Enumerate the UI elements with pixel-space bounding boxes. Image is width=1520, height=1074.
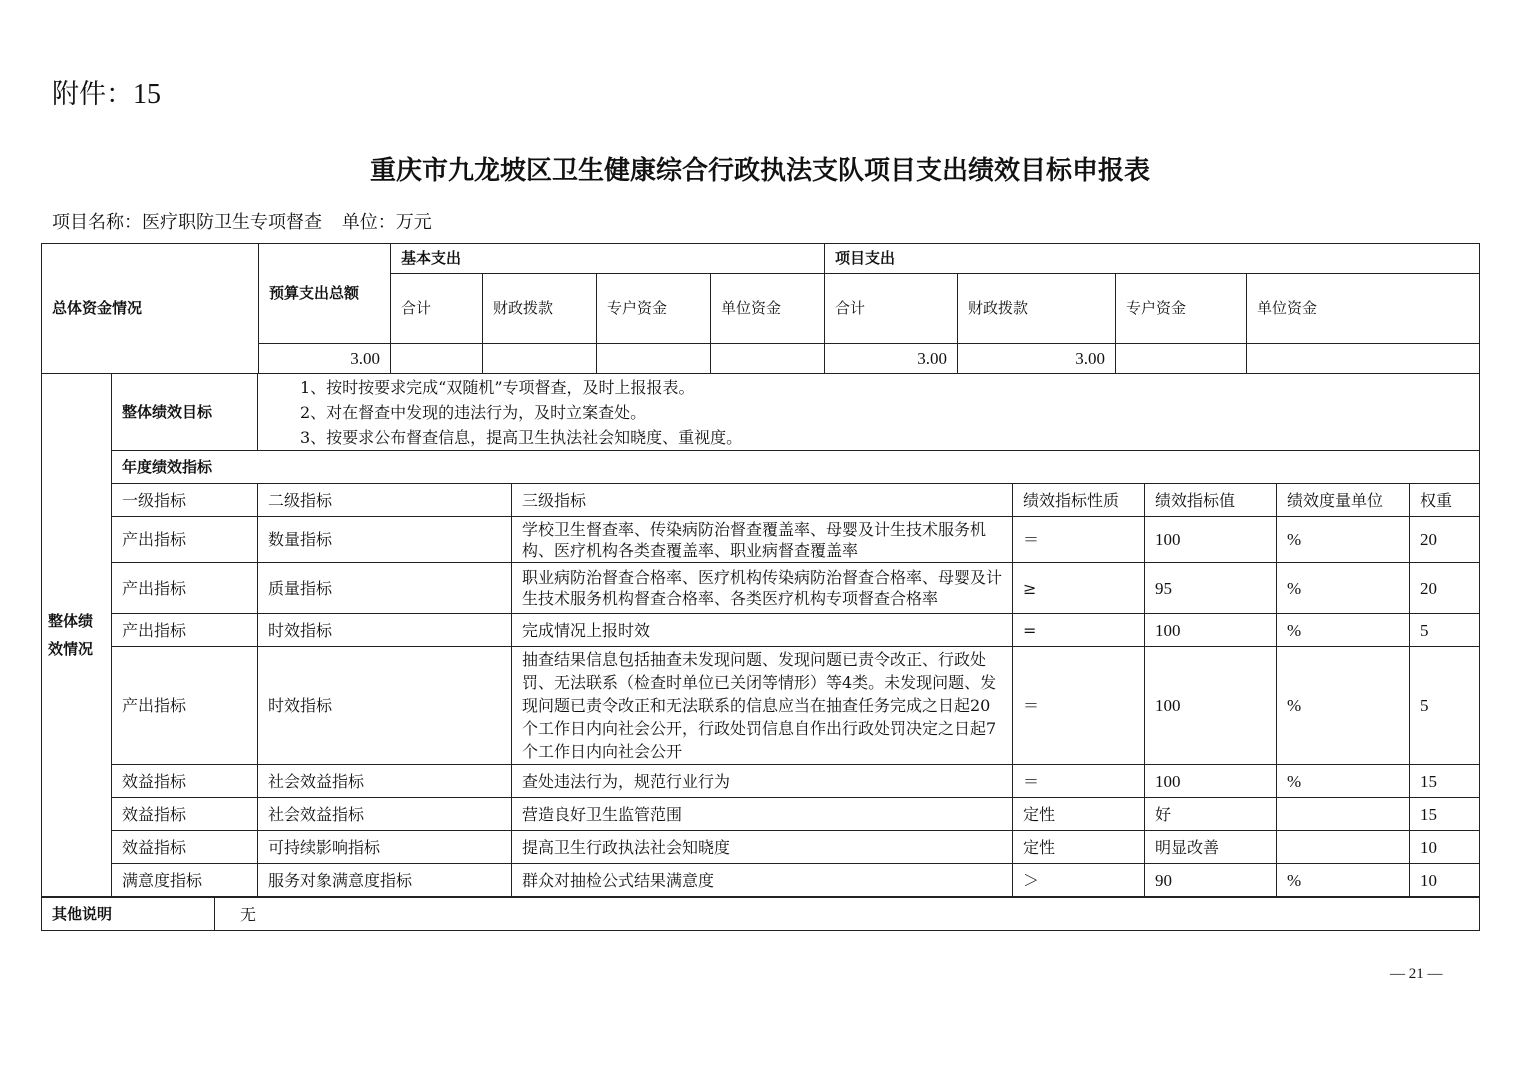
row-level1: 产出指标 xyxy=(112,517,258,563)
row-level2: 时效指标 xyxy=(258,614,512,647)
goal-item: 2、对在督查中发现的违法行为，及时立案查处。 xyxy=(300,402,647,422)
basic-special-value xyxy=(597,344,711,374)
row-value: 100 xyxy=(1145,765,1277,798)
row-unit: % xyxy=(1277,647,1410,765)
row-level3: 提高卫生行政执法社会知晓度 xyxy=(512,831,1013,864)
row-level1: 满意度指标 xyxy=(112,864,258,897)
row-weight: 20 xyxy=(1410,517,1480,563)
row-value: 明显改善 xyxy=(1145,831,1277,864)
overall-goal-list xyxy=(258,374,1480,451)
goal-item: 3、按要求公布督查信息，提高卫生执法社会知晓度、重视度。 xyxy=(300,427,743,447)
row-unit xyxy=(1277,831,1410,864)
performance-label: 整体绩效情况 xyxy=(42,374,112,897)
indicator-header-row xyxy=(42,484,1480,517)
header-level1: 一级指标 xyxy=(112,484,258,517)
row-nature: 定性 xyxy=(1013,798,1145,831)
header-weight: 权重 xyxy=(1410,484,1480,517)
project-unit-value xyxy=(1247,344,1480,374)
row-nature: 定性 xyxy=(1013,831,1145,864)
row-nature: ＞ xyxy=(1013,864,1145,897)
project-total-value: 3.00 xyxy=(825,344,958,374)
row-nature: = xyxy=(1013,614,1145,647)
budget-total-label: 预算支出总额 xyxy=(259,244,391,344)
row-value: 100 xyxy=(1145,647,1277,765)
row-unit: % xyxy=(1277,517,1410,563)
table-row xyxy=(42,864,1480,897)
row-level2: 时效指标 xyxy=(258,647,512,765)
basic-col-fiscal: 财政拨款 xyxy=(483,274,597,344)
table-row xyxy=(42,831,1480,864)
basic-col-special: 专户资金 xyxy=(597,274,711,344)
project-col-special: 专户资金 xyxy=(1116,274,1247,344)
row-nature: ≥ xyxy=(1013,563,1145,614)
row-value: 100 xyxy=(1145,517,1277,563)
row-weight: 20 xyxy=(1410,563,1480,614)
table-row xyxy=(42,765,1480,798)
row-level1: 产出指标 xyxy=(112,647,258,765)
row-value: 95 xyxy=(1145,563,1277,614)
row-level3: 营造良好卫生监管范围 xyxy=(512,798,1013,831)
header-value: 绩效指标值 xyxy=(1145,484,1277,517)
form-title: 重庆市九龙坡区卫生健康综合行政执法支队项目支出绩效目标申报表 xyxy=(369,156,1150,186)
annual-indicators-label: 年度绩效指标 xyxy=(112,451,1480,484)
other-notes-label: 其他说明 xyxy=(42,898,215,931)
row-unit: % xyxy=(1277,765,1410,798)
row-value: 90 xyxy=(1145,864,1277,897)
annex-number: 15 xyxy=(133,79,161,110)
funds-label: 总体资金情况 xyxy=(42,244,259,374)
unit-label: 单位：万元 xyxy=(341,212,432,233)
other-notes-value: 无 xyxy=(215,898,1480,931)
project-col-total: 合计 xyxy=(825,274,958,344)
project-col-fiscal: 财政拨款 xyxy=(958,274,1116,344)
basic-expense-label: 基本支出 xyxy=(391,244,825,274)
row-value: 好 xyxy=(1145,798,1277,831)
project-fiscal-value: 3.00 xyxy=(958,344,1116,374)
project-expense-label: 项目支出 xyxy=(825,244,1480,274)
row-level1: 产出指标 xyxy=(112,563,258,614)
row-weight: 5 xyxy=(1410,647,1480,765)
project-name: 项目名称：医疗职防卫生专项督查 xyxy=(52,212,322,233)
row-weight: 10 xyxy=(1410,864,1480,897)
project-col-unit: 单位资金 xyxy=(1247,274,1480,344)
row-nature: ＝ xyxy=(1013,647,1145,765)
row-level2: 数量指标 xyxy=(258,517,512,563)
row-level2: 质量指标 xyxy=(258,563,512,614)
project-special-value xyxy=(1116,344,1247,374)
basic-col-unit: 单位资金 xyxy=(711,274,825,344)
header-unit: 绩效度量单位 xyxy=(1277,484,1410,517)
header-nature: 绩效指标性质 xyxy=(1013,484,1145,517)
row-level2: 社会效益指标 xyxy=(258,765,512,798)
row-unit xyxy=(1277,798,1410,831)
row-unit: % xyxy=(1277,563,1410,614)
row-level1: 效益指标 xyxy=(112,798,258,831)
row-unit: % xyxy=(1277,614,1410,647)
basic-fiscal-value xyxy=(483,344,597,374)
budget-total-value: 3.00 xyxy=(259,344,391,374)
row-level1: 效益指标 xyxy=(112,765,258,798)
table-row xyxy=(42,798,1480,831)
row-weight: 15 xyxy=(1410,765,1480,798)
table-row xyxy=(42,563,1480,614)
row-level1: 产出指标 xyxy=(112,614,258,647)
annex-label: 附件：15 xyxy=(52,79,161,110)
basic-col-total: 合计 xyxy=(391,274,483,344)
row-nature: ＝ xyxy=(1013,517,1145,563)
row-level3: 查处违法行为，规范行业行为 xyxy=(512,765,1013,798)
table-row xyxy=(42,647,1480,765)
overall-goal-label: 整体绩效目标 xyxy=(112,374,258,451)
row-level3: 完成情况上报时效 xyxy=(512,614,1013,647)
basic-unit-value xyxy=(711,344,825,374)
basic-total-value xyxy=(391,344,483,374)
row-level3: 职业病防治督查合格率、医疗机构传染病防治督查合格率、母婴及计生技术服务机构督查合格率、各类医疗机构专项督查合格率 xyxy=(512,563,1013,614)
form-meta xyxy=(52,208,446,234)
row-level1: 效益指标 xyxy=(112,831,258,864)
goal-item: 1、按时按要求完成“双随机”专项督查，及时上报报表。 xyxy=(300,377,695,397)
row-weight: 15 xyxy=(1410,798,1480,831)
table-row xyxy=(42,517,1480,563)
row-unit: % xyxy=(1277,864,1410,897)
performance-table xyxy=(41,373,1480,897)
row-level3: 群众对抽检公式结果满意度 xyxy=(512,864,1013,897)
row-nature: ＝ xyxy=(1013,765,1145,798)
funds-table xyxy=(41,243,1480,374)
row-level3: 学校卫生督查率、传染病防治督查覆盖率、母婴及计生技术服务机构、医疗机构各类查覆盖率、职业病督查覆盖率 xyxy=(512,517,1013,563)
row-value: 100 xyxy=(1145,614,1277,647)
table-row xyxy=(42,614,1480,647)
row-level2: 服务对象满意度指标 xyxy=(258,864,512,897)
row-level3: 抽查结果信息包括抽查未发现问题、发现问题已责令改正、行政处罚、无法联系（检查时单位已关闭等情形）等4类。未发现问题、发现问题已责令改正和无法联系的信息应当在抽查任务完成之日起20个工作日内向社会公开，行政处罚信息自作出行政处罚决定之日起7个工作日内向社会公开 xyxy=(512,647,1013,765)
header-level3: 三级指标 xyxy=(512,484,1013,517)
page-number: — 21 — xyxy=(1390,966,1443,982)
row-level2: 社会效益指标 xyxy=(258,798,512,831)
header-level2: 二级指标 xyxy=(258,484,512,517)
row-level2: 可持续影响指标 xyxy=(258,831,512,864)
row-weight: 10 xyxy=(1410,831,1480,864)
row-weight: 5 xyxy=(1410,614,1480,647)
other-notes-table xyxy=(41,897,1480,931)
